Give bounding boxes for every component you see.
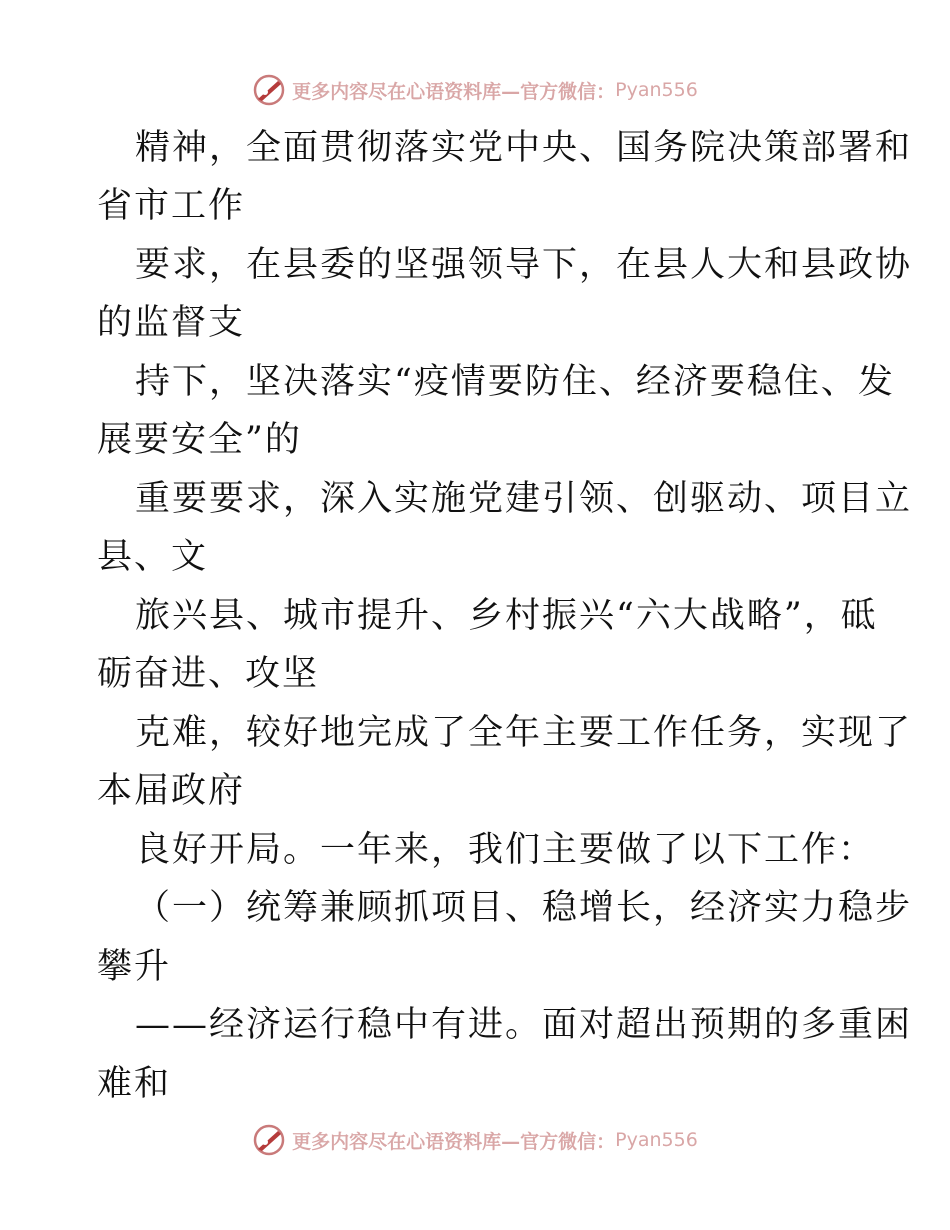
text-line: 精神，全面贯彻落实党中央、国务院决策部署和 bbox=[135, 128, 913, 168]
text-line: 重要要求，深入实施党建引领、创驱动、项目立 bbox=[135, 479, 913, 519]
watermark-id: Pyan556 bbox=[615, 1129, 698, 1151]
watermark-text: 更多内容尽在心语资料库—官方微信： bbox=[292, 80, 616, 103]
header-watermark bbox=[0, 70, 950, 110]
text-line: 要求，在县委的坚强领导下，在县人大和县政协 bbox=[135, 245, 913, 285]
footer-watermark bbox=[0, 1120, 950, 1160]
text-line: 本届政府 bbox=[97, 771, 246, 811]
text-line: （一）统筹兼顾抓项目、稳增长，经济实力稳步 bbox=[135, 888, 913, 928]
watermark-logo-icon bbox=[252, 1123, 286, 1157]
text-line: 良好开局。一年来，我们主要做了以下工作： bbox=[135, 830, 876, 870]
text-line: 县、文 bbox=[97, 537, 209, 577]
text-line: 难和 bbox=[97, 1064, 172, 1104]
text-line: 省市工作 bbox=[97, 186, 246, 226]
watermark-logo-icon bbox=[252, 73, 286, 107]
text-line: 持下，坚决落实“疫情要防住、经济要稳住、发 bbox=[135, 362, 895, 402]
text-line: 砺奋进、攻坚 bbox=[97, 654, 320, 694]
text-line: ——经济运行稳中有进。面对超出预期的多重困 bbox=[135, 1005, 913, 1045]
text-line: 旅兴县、城市提升、乡村振兴“六大战略”，砥 bbox=[135, 596, 878, 636]
text-line: 克难，较好地完成了全年主要工作任务，实现了 bbox=[135, 713, 913, 753]
watermark-id: Pyan556 bbox=[615, 79, 698, 101]
text-line: 攀升 bbox=[97, 947, 172, 987]
watermark-text: 更多内容尽在心语资料库—官方微信： bbox=[292, 1130, 616, 1153]
text-line: 展要安全”的 bbox=[97, 420, 302, 460]
text-line: 的监督支 bbox=[97, 303, 246, 343]
